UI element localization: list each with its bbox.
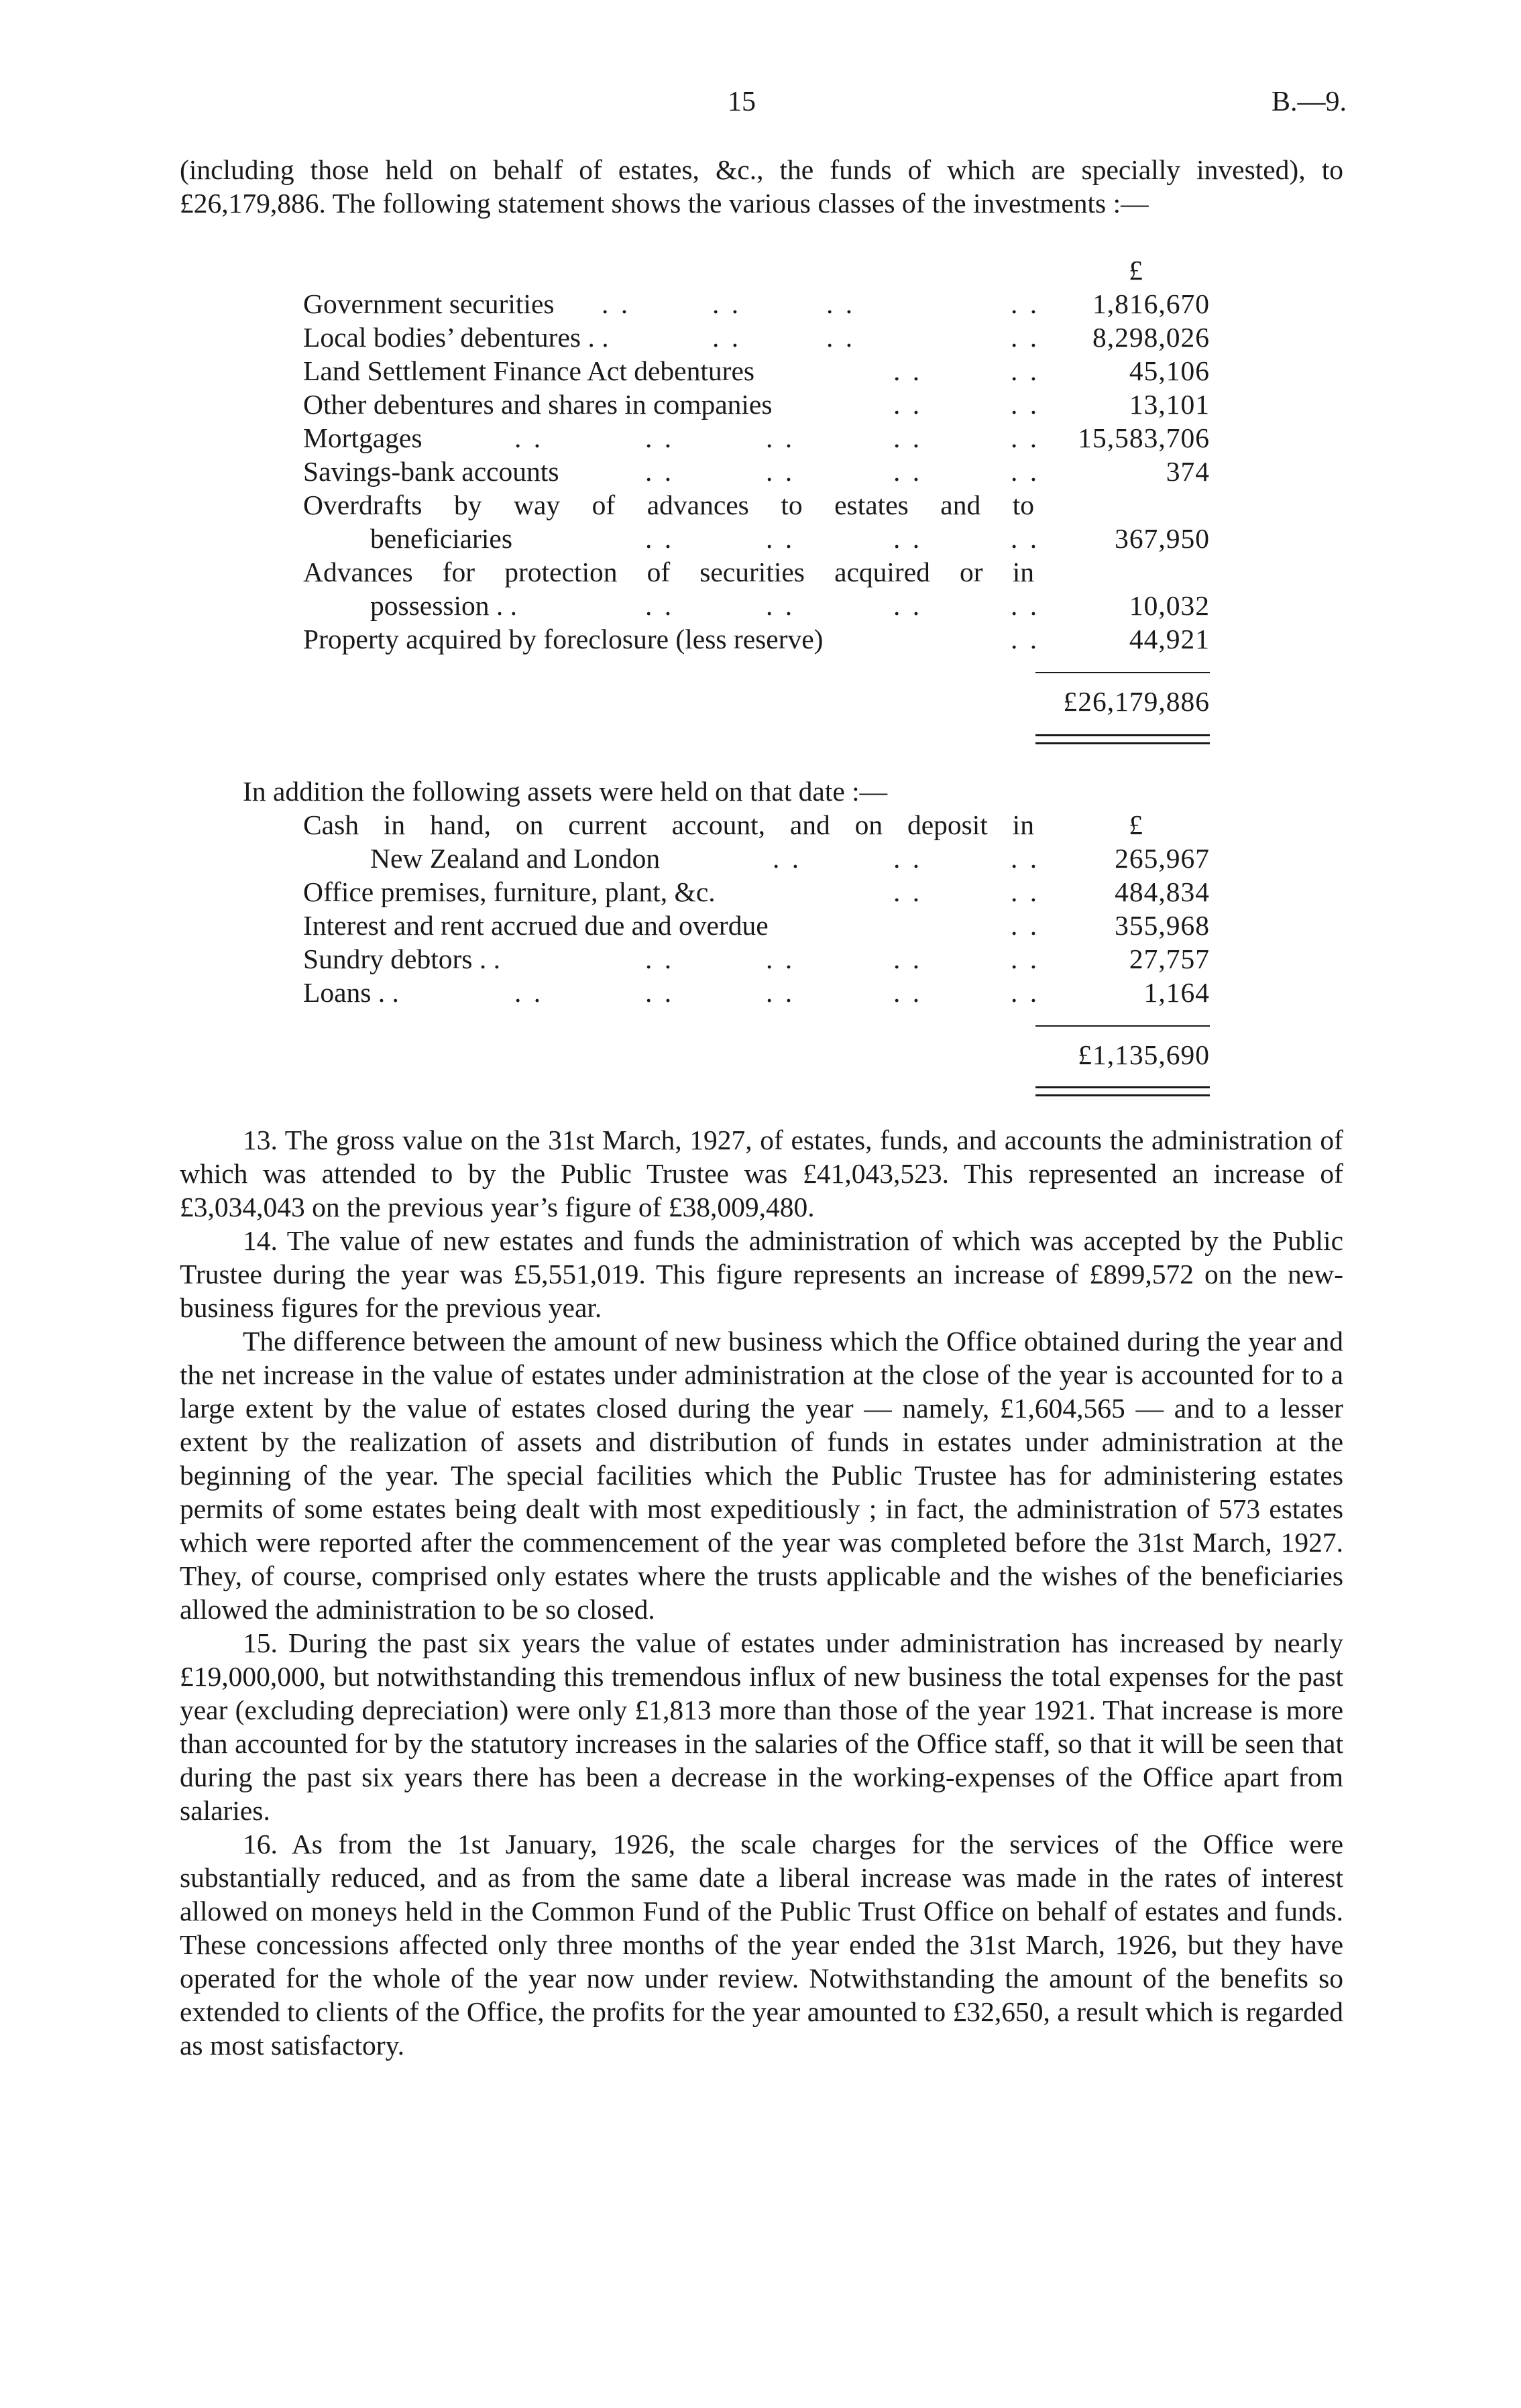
row-label: New Zealand and London (370, 843, 661, 874)
table-row: New Zealand and London . . . . . . 265,967 (370, 843, 1210, 874)
table-row: Other debentures and shares in companies . . . . 13,101 (303, 389, 1210, 420)
table-row (303, 488, 1210, 522)
table-row: possession . . . . . . . . . . 10,032 (370, 590, 1210, 621)
table-row: Property acquired by foreclosure (less reserve) . . 44,921 (303, 624, 1210, 654)
intro-paragraph: (including those held on behalf of estates, &c., the funds of which are specially invested), to £26,179,886. The following statement shows the various classes of the investments :— (180, 154, 1343, 219)
table-row: Savings-bank accounts . . . . . . . . 374 (303, 456, 1210, 487)
row-value: 27,757 (1129, 943, 1210, 974)
row-label: Sundry debtors . . (303, 943, 500, 974)
investments-total: £26,179,886 (1063, 686, 1210, 717)
assets-lead: In addition the following assets were held on that date :— (243, 776, 888, 807)
row-label: Local bodies’ debentures . . (303, 322, 609, 353)
row-label: Cash in hand, on current account, and on deposit in (303, 809, 1034, 840)
table-row: Sundry debtors . . . . . . . . . . 27,757 (303, 943, 1210, 974)
row-label: Government securities (303, 288, 555, 319)
table-row: Loans . . . . . . . . . . . . 1,164 (303, 977, 1210, 1008)
table-row: Mortgages . . . . . . . . . . 15,583,706 (303, 422, 1210, 453)
page-number: 15 (728, 87, 756, 117)
row-value: 367,950 (1115, 523, 1210, 554)
subtotal-rule (1035, 1025, 1210, 1027)
row-label: Overdrafts by way of advances to estates and to (303, 490, 1034, 520)
row-value: 484,834 (1115, 876, 1210, 907)
row-label: possession . . (370, 590, 518, 621)
paragraph-16: 16. As from the 1st January, 1926, the scale charges for the services of the Office were substantially reduced, and as from the same date a liberal increase was made in the rates of interest allowed on moneys held in the Common Fund of the Public Trust Office on behalf of estates and funds. These concessions affected only three months of the year ended the 31st March, 1926, but they have operated for the whole of the year now under review. Notwithstanding the amount of the benefits so extended to clients of the Office, the profits for the year amounted to £32,650, a result which is regarded as most satisfactory. (180, 1829, 1343, 2061)
table-row (303, 808, 1210, 842)
row-value: 10,032 (1129, 590, 1210, 621)
row-value: 45,106 (1129, 355, 1210, 386)
table-row: Local bodies’ debentures . . . . . . . . 8,298,026 (303, 322, 1210, 353)
row-label: Other debentures and shares in companies (303, 389, 773, 420)
paragraph-14: 14. The value of new estates and funds the administration of which was accepted by the Public Trustee during the year was £5,551,019. This figure represents an increase of £899,572 on the new-business figures for the previous year. (180, 1225, 1343, 1323)
table-row: Interest and rent accrued due and overdue . . 355,968 (303, 910, 1210, 941)
row-label: Interest and rent accrued due and overdue (303, 910, 769, 941)
row-value: 374 (1166, 456, 1210, 487)
row-label: Mortgages (303, 422, 422, 453)
row-value: 265,967 (1115, 843, 1210, 874)
table-row: beneficiaries . . . . . . . . 367,950 (370, 523, 1210, 554)
row-label: Office premises, furniture, plant, &c. (303, 876, 716, 907)
row-value: 44,921 (1129, 624, 1210, 654)
total-double-rule (1035, 734, 1210, 744)
currency-symbol: £ (1129, 255, 1143, 286)
row-label: Advances for protection of securities acquired or in (303, 557, 1034, 587)
row-label: Loans . . (303, 977, 399, 1008)
table-row: Government securities . . . . . . . . 1,816,670 (303, 288, 1210, 319)
report-body (180, 1123, 1343, 2062)
table-row: Land Settlement Finance Act debentures . . . . 45,106 (303, 355, 1210, 386)
row-value: 13,101 (1129, 389, 1210, 420)
row-label: Property acquired by foreclosure (less reserve) (303, 624, 824, 654)
table-row: Office premises, furniture, plant, &c. . . . . 484,834 (303, 876, 1210, 907)
row-value: 8,298,026 (1092, 322, 1210, 353)
paragraph-13: 13. The gross value on the 31st March, 1927, of estates, funds, and accounts the administration of which was attended to by the Public Trustee was £41,043,523. This represented an increase of £3,034,043 on the previous year’s figure of £38,009,480. (180, 1125, 1343, 1222)
paragraph-15: 15. During the past six years the value of estates under administration has increased by nearly £19,000,000, but notwithstanding this tremendous influx of new business the total expenses for the past year (excluding depreciation) were only £1,813 more than those of the year 1921. That increase is more than accounted for by the statutory increases in the salaries of the Office staff, so that it will be seen that during the past six years there has been a decrease in the working-expenses of the Office apart from salaries. (180, 1627, 1343, 1826)
currency-symbol: £ (1129, 809, 1143, 840)
row-label: beneficiaries (370, 523, 512, 554)
assets-total: £1,135,690 (1078, 1039, 1210, 1070)
report-code: B.—9. (1271, 87, 1347, 117)
table-row (303, 555, 1210, 589)
paragraph-14-continued: The difference between the amount of new business which the Office obtained during the year and the net increase in the value of estates under administration at the close of the year is accounted for to a large extent by the value of estates closed during the year — namely, £1,604,565 — and to a lesser extent by the realization of assets and distribution of funds in estates under administration at the beginning of the year. The special facilities which the Public Trustee has for administering estates permits of some estates being dealt with most expeditiously ; in fact, the administration of 573 estates which were reported after the commencement of the year was completed before the 31st March, 1927. They, of course, comprised only estates where the trusts applicable and the wishes of the beneficiaries allowed the administration to be so closed. (180, 1326, 1343, 1625)
page-header (0, 86, 1521, 126)
subtotal-rule (1035, 672, 1210, 673)
row-value: 355,968 (1115, 910, 1210, 941)
row-value: 15,583,706 (1078, 422, 1210, 453)
row-value: 1,816,670 (1092, 288, 1210, 319)
row-value: 1,164 (1143, 977, 1210, 1008)
row-label: Land Settlement Finance Act debentures (303, 355, 755, 386)
row-label: Savings-bank accounts (303, 456, 559, 487)
total-double-rule (1035, 1086, 1210, 1096)
